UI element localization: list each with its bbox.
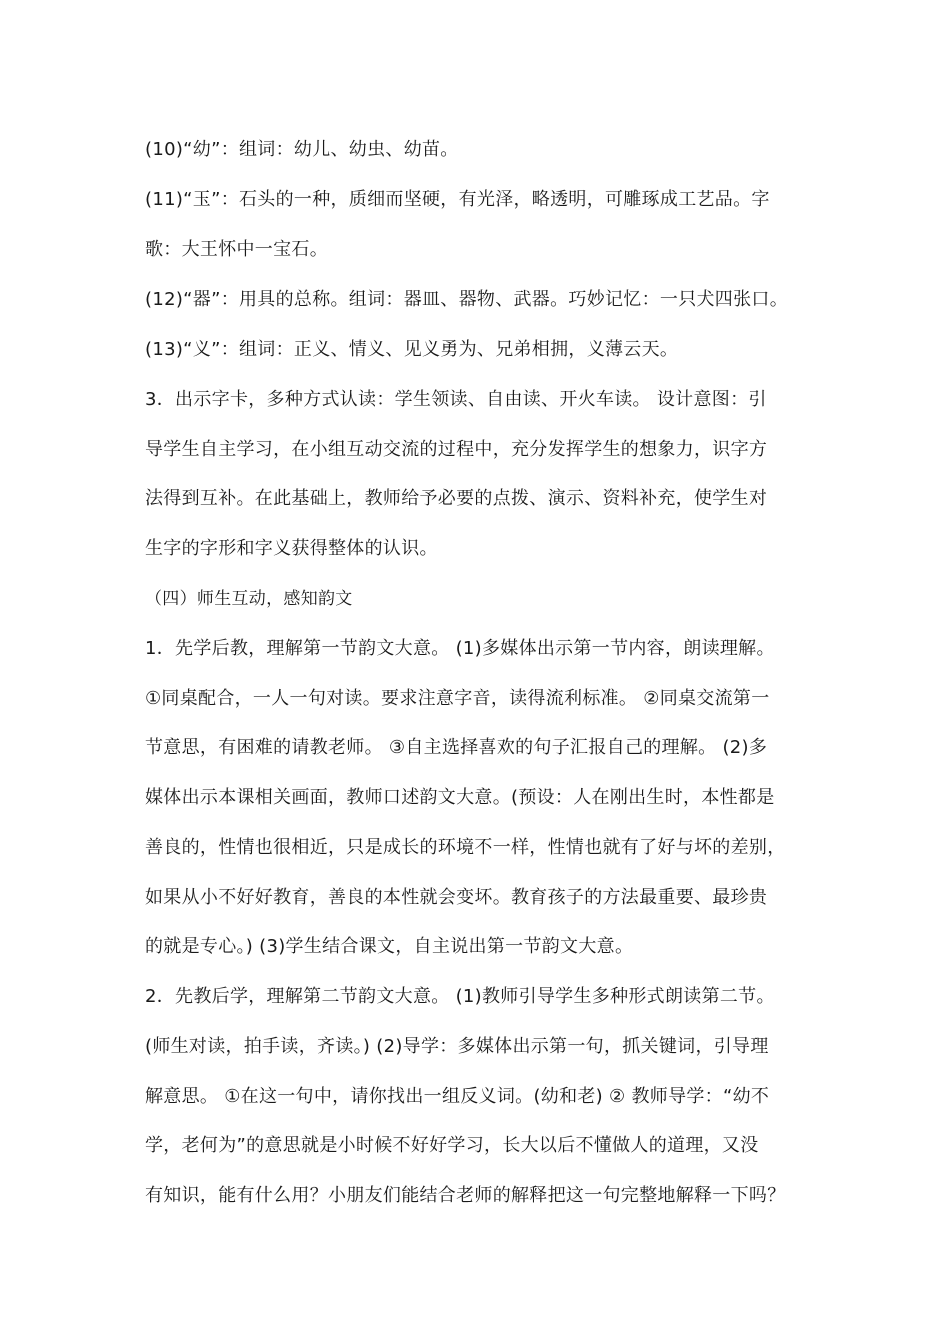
text-line: 善良的，性情也很相近，只是成长的环境不一样，性情也就有了好与坏的差别，	[145, 837, 786, 858]
text-line: (11)“玉”：石头的一种，质细而坚硬，有光泽，略透明，可雕琢成工艺品。字	[145, 189, 770, 210]
text-line: 有知识，能有什么用？小朋友们能结合老师的解释把这一句完整地解释一下吗？	[145, 1185, 786, 1206]
text-line: 的就是专心。) (3)学生结合课文，自主说出第一节韵文大意。	[145, 936, 634, 957]
text-line: ①同桌配合，一人一句对读。要求注意字音，读得流利标准。 ②同桌交流第一	[145, 688, 770, 709]
text-line: 节意思，有困难的请教老师。 ③自主选择喜欢的句子汇报自己的理解。 (2)多	[145, 737, 768, 758]
section-heading: （四）师生互动，感知韵文	[145, 589, 353, 609]
text-line: (13)“义”：组词：正义、情义、见义勇为、兄弟相拥，义薄云天。	[145, 339, 679, 360]
text-line: 1．先学后教，理解第一节韵文大意。 (1)多媒体出示第一节内容，朗读理解。	[145, 638, 775, 659]
text-line: 导学生自主学习，在小组互动交流的过程中，充分发挥学生的想象力，识字方	[145, 439, 768, 460]
text-line: 学，老何为”的意思就是小时候不好好学习，长大以后不懂做人的道理，又没	[145, 1135, 759, 1156]
text-line: 法得到互补。在此基础上，教师给予必要的点拨、演示、资料补充，使学生对	[145, 488, 768, 509]
text-line: 3．出示字卡，多种方式认读：学生领读、自由读、开火车读。 设计意图：引	[145, 389, 767, 410]
text-line: 歌：大王怀中一宝石。	[145, 239, 328, 260]
text-line: 解意思。 ①在这一句中，请你找出一组反义词。(幼和老) ② 教师导学：“幼不	[145, 1086, 770, 1107]
text-line: 如果从小不好好教育，善良的本性就会变坏。教育孩子的方法最重要、最珍贵	[145, 887, 768, 908]
text-line: (10)“幼”：组词：幼儿、幼虫、幼苗。	[145, 139, 459, 160]
text-line: 媒体出示本课相关画面，教师口述韵文大意。(预设：人在刚出生时，本性都是	[145, 787, 775, 808]
text-line: 生字的字形和字义获得整体的认识。	[145, 538, 438, 559]
text-line: (师生对读，拍手读，齐读。) (2)导学：多媒体出示第一句，抓关键词，引导理	[145, 1036, 769, 1057]
text-line: (12)“器”：用具的总称。组词：器皿、器物、武器。巧妙记忆：一只犬四张口。	[145, 289, 788, 310]
text-line: 2．先教后学，理解第二节韵文大意。 (1)教师引导学生多种形式朗读第二节。	[145, 986, 775, 1007]
